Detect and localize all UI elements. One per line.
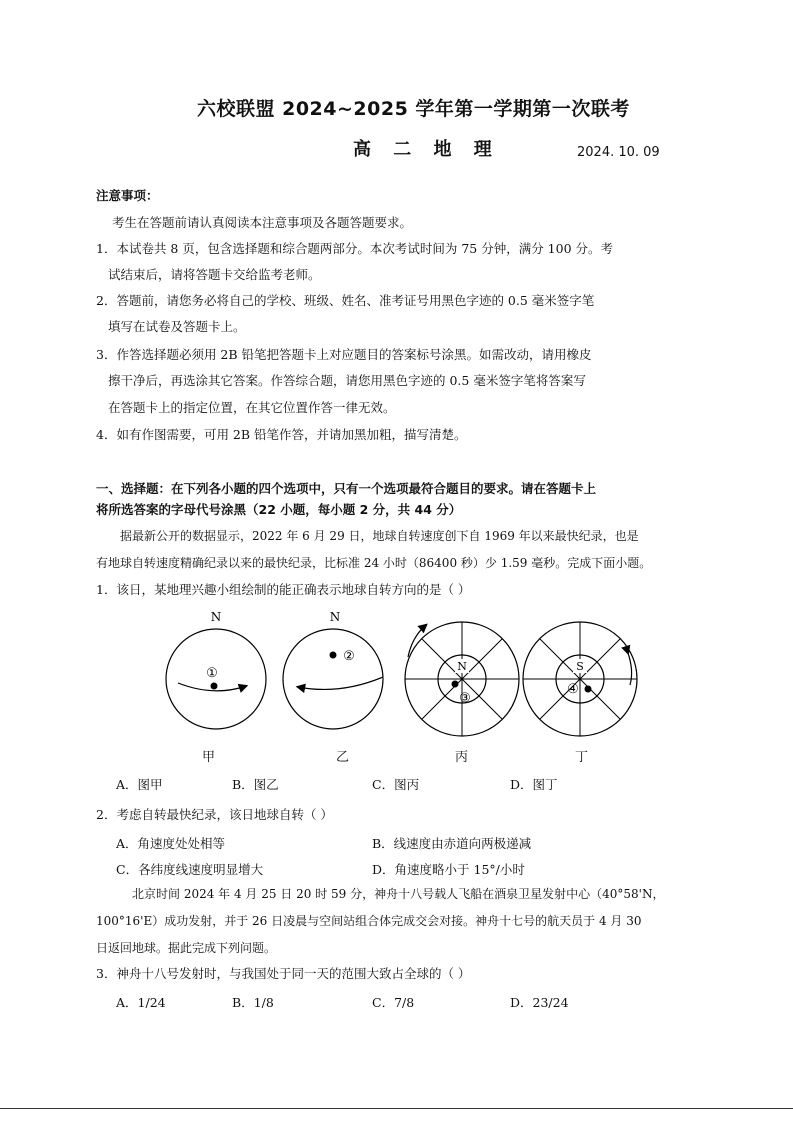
figure-caption-jia: 甲 xyxy=(202,750,216,765)
exam-date: 2024. 10. 09 xyxy=(577,145,660,160)
figure-jia-north: N xyxy=(210,610,222,624)
figure-ding-point: ④ xyxy=(567,682,579,697)
figure-caption-ding: 丁 xyxy=(575,750,589,765)
figure-caption-yi: 乙 xyxy=(336,750,350,765)
question-1-stem: 1．该日，某地理兴趣小组绘制的能正确表示地球自转方向的是（ ） xyxy=(96,582,471,597)
q2-option-a[interactable]: A．角速度处处相等 xyxy=(116,836,226,851)
notice-heading: 注意事项： xyxy=(96,188,159,203)
q2-option-c[interactable]: C．各纬度线速度明显增大 xyxy=(116,862,264,877)
question-2-stem: 2．考虑自转最快纪录，该日地球自转（ ） xyxy=(96,807,333,822)
passage-1-line: 有地球自转速度精确纪录以来的最快纪录，比标准 24 小时（86400 秒）少 1.59 毫秒。完成下面小题。 xyxy=(96,556,652,570)
rotation-arrow xyxy=(628,653,632,685)
q2-option-b[interactable]: B．线速度由赤道向两极递减 xyxy=(372,836,532,851)
figure-bing-point: ③ xyxy=(459,691,471,706)
question-3-stem: 3．神舟十八号发射时，与我国处于同一天的范围大致占全球的（ ） xyxy=(96,966,471,981)
q3-option-d[interactable]: D．23/24 xyxy=(510,995,569,1010)
section-heading-cont: 将所选答案的字母代号涂黑（22 小题，每小题 2 分，共 44 分） xyxy=(96,502,462,517)
notice-item: 1．本试卷共 8 页，包含选择题和综合题两部分。本次考试时间为 75 分钟，满分 100 分。考 xyxy=(96,241,614,256)
page-bottom-rule xyxy=(0,1108,793,1109)
subject-title: 高 二 地 理 xyxy=(353,139,500,160)
passage-1-line: 据最新公开的数据显示，2022 年 6 月 29 日，地球自转速度创下自 1969 年以来最快纪录，也是 xyxy=(120,529,639,543)
figure-caption-bing: 丙 xyxy=(455,750,469,765)
notice-item: 2．答题前，请您务必将自己的学校、班级、姓名、准考证号用黑色字迹的 0.5 毫米签字笔 xyxy=(96,293,595,308)
passage-2-line: 100°16'E）成功发射，并于 26 日凌晨与空间站组合体完成交会对接。神舟十七号的航天员于 4 月 30 xyxy=(96,914,642,928)
figure-jia xyxy=(166,610,266,729)
q1-option-d[interactable]: D．图丁 xyxy=(510,777,558,792)
notice-item: 3．作答选择题必须用 2B 铅笔把答题卡上对应题目的答案标号涂黑。如需改动，请用橡皮 xyxy=(96,347,592,362)
notice-item: 填写在试卷及答题卡上。 xyxy=(108,319,246,334)
figure-ding-pole: S xyxy=(576,660,584,673)
notice-item: 在答题卡上的指定位置，在其它位置作答一律无效。 xyxy=(108,400,396,415)
q2-option-d[interactable]: D．角速度略小于 15°/小时 xyxy=(372,862,525,877)
figure-yi-point: ② xyxy=(343,649,355,664)
section-heading: 一、选择题：在下列各小题的四个选项中，只有一个选项最符合题目的要求。请在答题卡上 xyxy=(96,481,597,496)
figure-bing-pole: N xyxy=(457,660,467,673)
q1-option-c[interactable]: C．图丙 xyxy=(372,777,420,792)
figure-yi xyxy=(283,610,383,729)
figure-yi-north: N xyxy=(329,610,341,624)
q3-option-a[interactable]: A．1/24 xyxy=(116,995,166,1010)
notice-item: 擦干净后，再选涂其它答案。作答综合题，请您用黑色字迹的 0.5 毫米签字笔将答案写 xyxy=(108,373,586,388)
notice-item: 4．如有作图需要，可用 2B 铅笔作答，并请加黑加粗，描写清楚。 xyxy=(96,427,467,442)
q1-option-b[interactable]: B．图乙 xyxy=(232,777,279,792)
figure-jia-point: ① xyxy=(206,666,218,681)
rotation-diagrams xyxy=(150,605,650,740)
rotation-arrow xyxy=(298,677,383,689)
exam-title: 六校联盟 2024~2025 学年第一学期第一次联考 xyxy=(197,98,630,120)
notice-intro: 考生在答题前请认真阅读本注意事项及各题答题要求。 xyxy=(112,215,413,230)
q1-option-a[interactable]: A．图甲 xyxy=(116,777,163,792)
notice-item: 试结束后，请将答题卡交给监考老师。 xyxy=(108,267,321,282)
figure-bing xyxy=(405,622,519,736)
q3-option-b[interactable]: B．1/8 xyxy=(232,995,274,1010)
passage-2-line: 日返回地球。据此完成下列问题。 xyxy=(96,941,277,955)
passage-2-line: 北京时间 2024 年 4 月 25 日 20 时 59 分，神舟十八号载人飞船在酒泉卫星发射中心（40°58'N， xyxy=(132,887,665,901)
q3-option-c[interactable]: C．7/8 xyxy=(372,995,415,1010)
figure-ding xyxy=(523,622,637,736)
